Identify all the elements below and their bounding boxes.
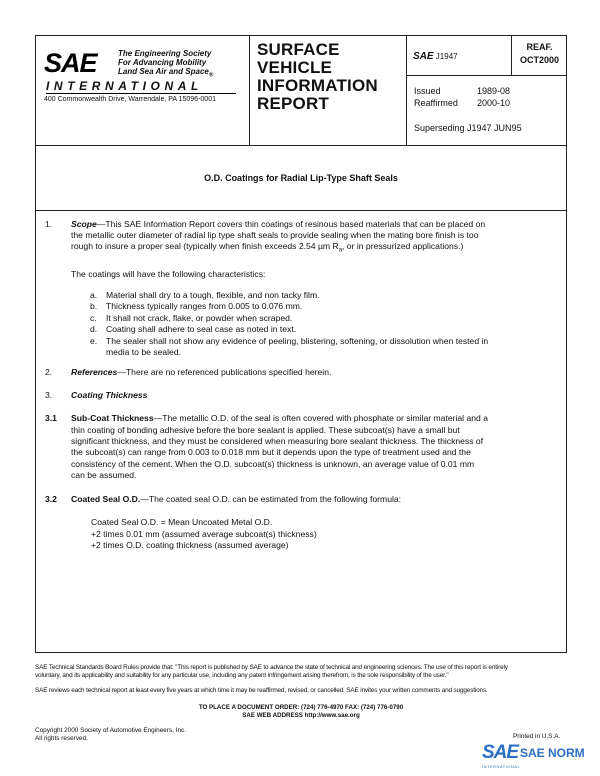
policy-line-1: SAE Technical Standards Board Rules provide that: "This report is published by SAE to advance the state of technical and engineering sciences. The use of this report is entirely <box>35 664 508 671</box>
section-1-subscript: a <box>338 248 343 255</box>
report-title-line-2: VEHICLE <box>257 58 333 77</box>
reaf-date: OCT2000 <box>519 55 560 65</box>
policy-line-2: voluntary, and its applicability and suitability for any particular use, including any patent infringement arising therefrom, is the sole responsibility of the user." <box>35 672 449 679</box>
sae-norm-text: SAE NORM <box>520 746 585 760</box>
copyright-line-1: Copyright 2000 Society of Automotive Engineers, Inc. <box>35 727 186 734</box>
report-title-line-1: SURFACE <box>257 40 340 59</box>
list-item-e-cont <box>90 347 560 358</box>
list-item-a <box>90 290 560 301</box>
formula-line-2: +2 times 0.01 mm (assumed average subcoat(s) thickness) <box>91 528 317 539</box>
section-3-1-text-4: the subcoat(s) can range from 0.003 to 0.018 mm but it depends upon the type of treatment used and the <box>71 447 471 458</box>
section-1-number: 1. <box>45 219 53 229</box>
section-1-line-3 <box>71 241 560 257</box>
section-3-1-line-1 <box>45 413 560 424</box>
document-title: O.D. Coatings for Radial Lip-Type Shaft Seals <box>204 173 398 183</box>
list-text-e-cont: media to be sealed. <box>106 346 182 357</box>
section-3-1-first <box>71 413 488 424</box>
section-3-1-text-5: consistency of the cement. When the O.D. subcoat(s) thickness is unknown, an average value of 0.01 mm <box>71 458 475 469</box>
international-rule <box>46 93 236 94</box>
section-2-number: 2. <box>45 367 53 378</box>
society-line-3: Land Sea Air and Space <box>118 67 209 76</box>
list-text-e: The sealer shall not show any evidence of peeling, blistering, softening, or dissolution when tested in <box>106 335 489 346</box>
characteristics-intro: The coatings will have the following characteristics: <box>71 268 266 279</box>
reaf-box <box>512 41 567 67</box>
section-3-heading: Coating Thickness <box>71 390 148 401</box>
section-1-first-line <box>71 219 485 230</box>
sae-norm-logo <box>482 742 596 772</box>
section-3-1-heading: Sub-Coat Thickness <box>71 413 154 424</box>
list-letter-b: b. <box>90 301 98 312</box>
section-3-1-text-1: —The metallic O.D. of the seal is often covered with phosphate or similar material and a <box>153 413 488 424</box>
section-3-1-text-6: can be assumed. <box>71 470 137 481</box>
policy-notice <box>35 664 567 680</box>
issued-value: 1989-08 <box>477 86 511 96</box>
list-item-e <box>90 336 560 347</box>
list-letter-e: e. <box>90 335 98 346</box>
list-item-d <box>90 324 560 335</box>
order-info <box>35 704 567 720</box>
sae-norm-sub: INTERNATIONAL <box>482 764 521 769</box>
section-2-text: —There are no referenced publications specified herein. <box>117 367 332 378</box>
section-1-text-1: —This SAE Information Report covers thin coatings of resinous based materials that can be placed on <box>96 219 486 229</box>
section-1-text-3: rough to insure a proper seal (typically when finish exceeds 2.54 µm R <box>71 241 339 252</box>
list-text-d: Coating shall adhere to seal case as noted in text. <box>106 324 297 335</box>
order-line-2: SAE WEB ADDRESS http://www.sae.org <box>242 712 360 719</box>
section-2 <box>45 367 560 378</box>
section-2-line <box>71 367 331 378</box>
list-letter-c: c. <box>90 312 97 323</box>
society-line-2: For Advancing Mobility <box>118 58 207 67</box>
review-notice: SAE reviews each technical report at least every five years at which time it may be reaffirmed, revised, or cancelled. SAE invites your written comments and suggestions. <box>35 687 488 694</box>
section-3-2-number: 3.2 <box>45 493 57 504</box>
list-text-b: Thickness typically ranges from 0.005 to 0.076 mm. <box>106 301 303 312</box>
reaffirmed-label: Reaffirmed <box>414 98 458 108</box>
report-type-title <box>257 41 378 113</box>
address: 400 Commonwealth Drive, Warrendale, PA 15096-0001 <box>44 96 216 103</box>
printed-in: Printed in U.S.A. <box>513 733 561 740</box>
list-text-a: Material shall dry to a tough, flexible, and non tacky film. <box>106 289 320 300</box>
superseding: Superseding J1947 JUN95 <box>414 123 522 133</box>
issued-label: Issued <box>414 86 441 96</box>
section-3-1-number: 3.1 <box>45 413 57 424</box>
list-letter-a: a. <box>90 289 98 300</box>
list-item-c <box>90 313 560 324</box>
section-3 <box>45 390 560 401</box>
report-title-line-3: INFORMATION <box>257 76 378 95</box>
section-3-2-heading: Coated Seal O.D. <box>71 493 141 504</box>
society-line-1: The Engineering Society <box>118 49 212 58</box>
section-2-heading: References <box>71 367 118 378</box>
header-hline <box>406 75 567 76</box>
header-divider-1 <box>249 35 250 146</box>
reaf-label: REAF. <box>526 42 553 52</box>
report-title-line-4: REPORT <box>257 94 330 113</box>
section-3-1-text-3: significant thickness, and they must be considered when measuring bore sealant thickness. The thickness of <box>71 436 484 447</box>
section-1-line-1 <box>45 219 560 230</box>
section-3-number: 3. <box>45 390 53 401</box>
section-3-1-text-2: thin coating of bonding adhesive before the bore sealant is applied. These subcoat(s) have a small but <box>71 424 460 435</box>
reaffirmed-row <box>414 98 510 108</box>
sae-norm-mark: SAE <box>482 742 519 763</box>
sae-logo: SAE <box>44 48 97 78</box>
header-divider-2 <box>406 35 407 146</box>
standard-number <box>413 51 458 62</box>
international-wordmark: INTERNATIONAL <box>46 79 203 93</box>
registered-mark: ® <box>208 72 214 79</box>
formula-line-3: +2 times O.D. coating thickness (assumed average) <box>91 539 289 550</box>
list-letter-d: d. <box>90 324 98 335</box>
section-1-text-3-end: , or in pressurized applications.) <box>342 241 464 252</box>
section-1-text-2: the metallic outer diameter of radial lip type shaft seals to provide sealing when the mating bore finish is too <box>71 230 479 240</box>
standard-code: J1947 <box>435 52 458 61</box>
society-name <box>118 49 213 81</box>
characteristics-list <box>90 290 560 358</box>
standard-prefix: SAE <box>413 51 434 62</box>
document-body <box>45 219 560 551</box>
formula-line-1: Coated Seal O.D. = Mean Uncoated Metal O.D. <box>91 517 273 528</box>
section-1-heading: Scope <box>71 219 97 229</box>
list-text-c: It shall not crack, flake, or powder when scraped. <box>106 312 293 323</box>
section-3-2 <box>45 494 560 505</box>
reaffirmed-value: 2000-10 <box>477 98 511 108</box>
section-3-2-text: —The coated seal O.D. can be estimated from the following formula: <box>140 493 402 504</box>
copyright-line-2: All rights reserved. <box>35 735 88 742</box>
section-3-2-line <box>71 494 401 505</box>
copyright <box>35 727 186 743</box>
list-item-b <box>90 301 560 312</box>
order-line-1: TO PLACE A DOCUMENT ORDER: (724) 776-4970 FAX: (724) 776-0790 <box>198 704 404 711</box>
issued-row <box>414 86 510 96</box>
